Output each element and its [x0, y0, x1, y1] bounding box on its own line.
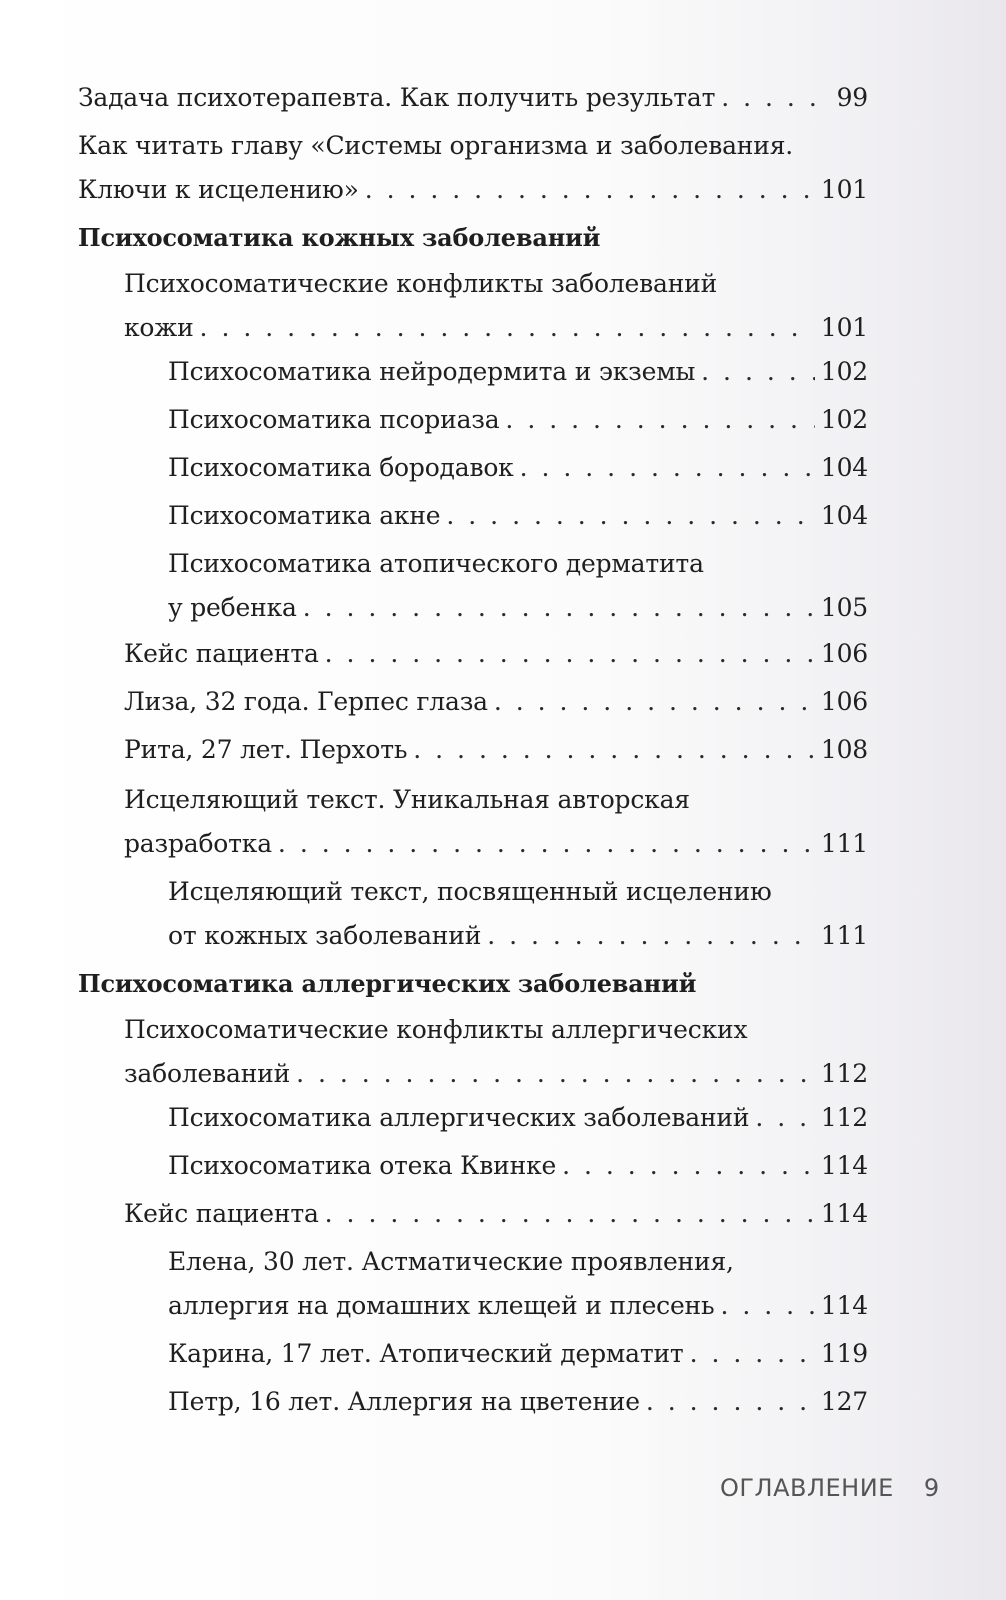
toc-leader-dots: [487, 914, 815, 958]
toc-page-number: 102: [820, 405, 868, 434]
toc-entry: [168, 870, 868, 958]
toc-leader-dots: [365, 168, 815, 212]
toc-entry-title: Лиза, 32 года. Герпес глаза: [124, 687, 488, 716]
toc-entry-line: [78, 216, 868, 260]
running-header-label: ОГЛАВЛЕНИЕ: [720, 1474, 894, 1502]
toc-entry-title: аллергия на домашних клещей и плесень: [168, 1291, 715, 1320]
toc-entry-line: [78, 962, 868, 1006]
toc-entry: [124, 1192, 868, 1236]
table-of-contents: [0, 76, 1006, 1428]
toc-entry-line: [124, 728, 868, 772]
toc-entry-title: Исцеляющий текст, посвященный исцелению: [168, 877, 772, 906]
page-number: 9: [923, 1474, 940, 1502]
toc-entry-title: Психосоматика аллергических заболеваний: [78, 969, 697, 998]
toc-entry-title: Задача психотерапевта. Как получить результат: [78, 83, 716, 112]
toc-leader-dots: [446, 494, 814, 538]
toc-page-number: 106: [820, 687, 868, 716]
toc-page-number: 127: [820, 1387, 868, 1416]
toc-entry-line: [168, 446, 868, 490]
toc-leader-dots: [413, 728, 815, 772]
toc-entry: [168, 1380, 868, 1424]
toc-section-heading: [78, 962, 868, 1006]
toc-entry: [168, 350, 868, 394]
toc-page-number: 119: [820, 1339, 868, 1368]
toc-leader-dots: [325, 632, 815, 676]
toc-leader-dots: [720, 1284, 814, 1328]
toc-leader-dots: [755, 1096, 815, 1140]
toc-entry-title: Елена, 30 лет. Астматические проявления,: [168, 1247, 734, 1276]
toc-leader-dots: [325, 1192, 815, 1236]
toc-leader-dots: [721, 76, 822, 120]
toc-entry: [124, 728, 868, 772]
toc-entry-line: [124, 680, 868, 724]
toc-leader-dots: [690, 1332, 815, 1376]
toc-leader-dots: [646, 1380, 815, 1424]
toc-entry-title: Психосоматика бородавок: [168, 453, 514, 482]
toc-page-number: 108: [820, 735, 868, 764]
toc-entry-line: [124, 1052, 868, 1096]
toc-entry-title: Психосоматика атопического дерматита: [168, 549, 704, 578]
toc-entry: [78, 124, 868, 212]
toc-leader-dots: [520, 446, 815, 490]
toc-entry-line: [168, 1380, 868, 1424]
toc-leader-dots: [562, 1144, 815, 1188]
toc-entry: [78, 76, 868, 120]
toc-page-number: 99: [836, 83, 868, 112]
toc-page-number: 104: [820, 453, 868, 482]
toc-entry-title: у ребенка: [168, 593, 297, 622]
toc-entry-title: Психосоматика аллергических заболеваний: [168, 1103, 750, 1132]
toc-entry-title: Психосоматика кожных заболеваний: [78, 223, 601, 252]
toc-entry-line: [78, 76, 868, 120]
toc-leader-dots: [303, 586, 815, 630]
toc-entry-line: [124, 778, 868, 822]
toc-entry: [168, 1096, 868, 1140]
toc-entry-title: Ключи к исцелению»: [78, 175, 359, 204]
toc-entry-line: [168, 870, 868, 914]
toc-entry-line: [124, 262, 868, 306]
toc-entry: [168, 398, 868, 442]
toc-leader-dots: [494, 680, 815, 724]
toc-page-number: 101: [820, 313, 868, 342]
toc-entry: [168, 494, 868, 538]
toc-entry: [124, 632, 868, 676]
toc-entry: [168, 1240, 868, 1328]
toc-leader-dots: [505, 398, 814, 442]
toc-page-number: 106: [820, 639, 868, 668]
toc-entry-title: Исцеляющий текст. Уникальная авторская: [124, 785, 690, 814]
toc-entry-title: разработка: [124, 829, 272, 858]
toc-page-number: 114: [820, 1291, 868, 1320]
toc-leader-dots: [296, 1052, 815, 1096]
toc-entry-title: Кейс пациента: [124, 1199, 319, 1228]
toc-entry-title: Карина, 17 лет. Атопический дерматит: [168, 1339, 684, 1368]
toc-entry-title: от кожных заболеваний: [168, 921, 482, 950]
toc-entry-title: Психосоматические конфликты заболеваний: [124, 269, 718, 298]
toc-entry-line: [168, 542, 868, 586]
toc-leader-dots: [701, 350, 815, 394]
toc-entry-title: Психосоматика акне: [168, 501, 441, 530]
toc-entry: [168, 542, 868, 630]
toc-entry-line: [124, 1192, 868, 1236]
toc-page-number: 102: [820, 357, 868, 386]
toc-entry-line: [168, 1144, 868, 1188]
toc-entry-title: Кейс пациента: [124, 639, 319, 668]
toc-leader-dots: [278, 822, 815, 866]
toc-entry: [124, 262, 868, 350]
toc-section-heading: [78, 216, 868, 260]
toc-entry-title: Рита, 27 лет. Перхоть: [124, 735, 408, 764]
toc-entry: [124, 1008, 868, 1096]
toc-entry: [124, 778, 868, 866]
toc-entry-title: заболеваний: [124, 1059, 291, 1088]
toc-entry-title: Как читать главу «Системы организма и заболевания.: [78, 131, 794, 160]
toc-page-number: 105: [820, 593, 868, 622]
toc-entry-line: [168, 914, 868, 958]
toc-entry-line: [168, 1284, 868, 1328]
toc-entry: [124, 680, 868, 724]
toc-entry: [168, 1144, 868, 1188]
toc-entry-line: [168, 586, 868, 630]
toc-page-number: 114: [820, 1151, 868, 1180]
toc-entry-line: [124, 632, 868, 676]
toc-page-number: 101: [820, 175, 868, 204]
toc-entry-title: Психосоматические конфликты аллергических: [124, 1015, 748, 1044]
toc-entry-title: Психосоматика отека Квинке: [168, 1151, 557, 1180]
toc-entry-line: [124, 822, 868, 866]
toc-entry-title: Психосоматика псориаза: [168, 405, 500, 434]
toc-entry-title: кожи: [124, 313, 194, 342]
toc-entry-line: [168, 1096, 868, 1140]
toc-leader-dots: [200, 306, 815, 350]
toc-entry-line: [168, 494, 868, 538]
toc-page-number: 112: [820, 1103, 868, 1132]
toc-page-number: 111: [820, 829, 868, 858]
toc-entry: [168, 1332, 868, 1376]
toc-entry-line: [78, 168, 868, 212]
toc-entry-line: [124, 1008, 868, 1052]
toc-entry-line: [168, 1240, 868, 1284]
toc-entry-line: [124, 306, 868, 350]
toc-page-number: 111: [820, 921, 868, 950]
toc-entry-line: [168, 1332, 868, 1376]
toc-entry-line: [168, 350, 868, 394]
toc-page-number: 112: [820, 1059, 868, 1088]
toc-entry: [168, 446, 868, 490]
toc-page-number: 114: [820, 1199, 868, 1228]
page-footer: [720, 1474, 940, 1502]
toc-page-number: 104: [820, 501, 868, 530]
toc-entry-line: [168, 398, 868, 442]
toc-entry-title: Петр, 16 лет. Аллергия на цветение: [168, 1387, 640, 1416]
toc-entry-line: [78, 124, 868, 168]
toc-entry-title: Психосоматика нейродермита и экземы: [168, 357, 696, 386]
